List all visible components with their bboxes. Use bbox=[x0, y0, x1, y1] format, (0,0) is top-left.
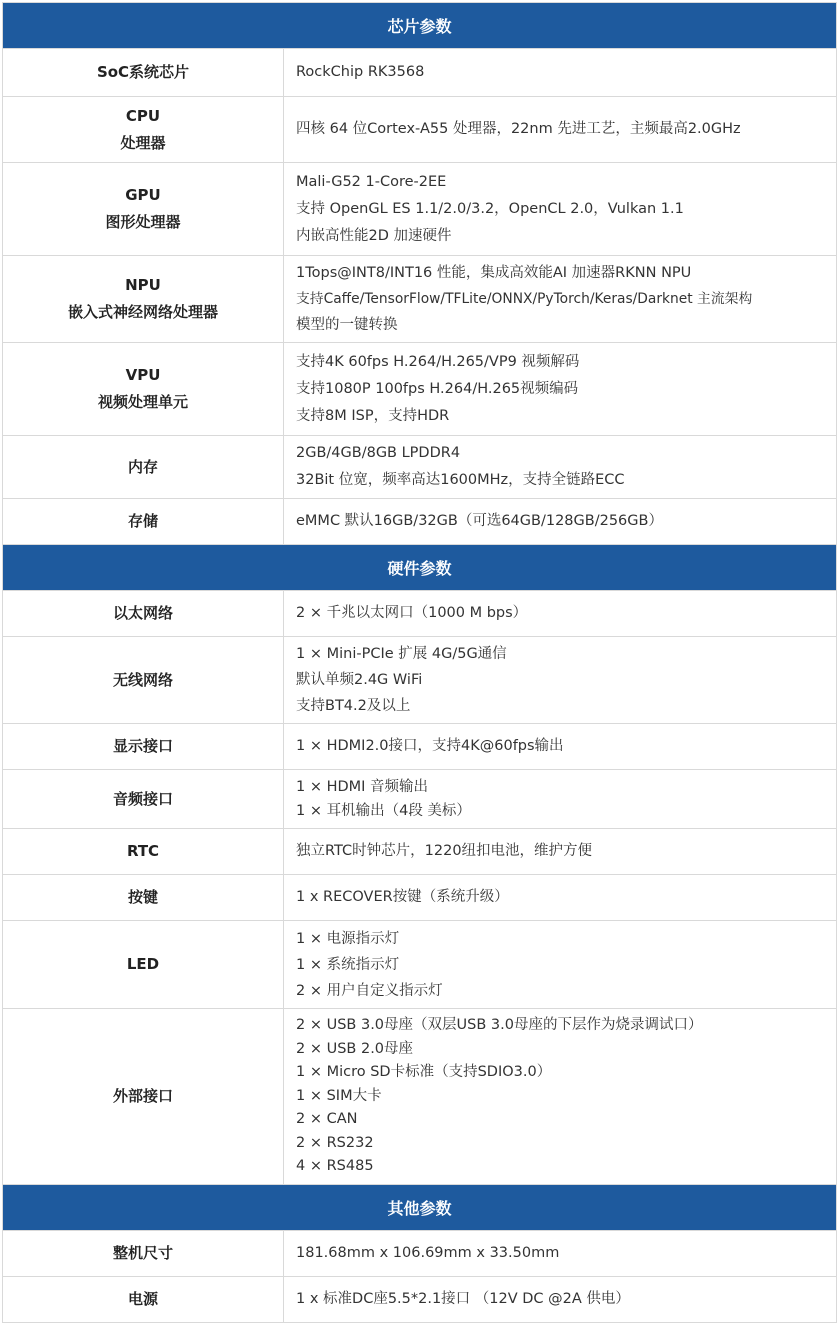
spec-label: 音频接口 bbox=[3, 770, 284, 829]
spec-label: CPU 处理器 bbox=[3, 97, 284, 163]
spec-row-dimensions bbox=[3, 1231, 837, 1277]
spec-table bbox=[2, 2, 837, 1323]
spec-value: 四核 64 位Cortex-A55 处理器，22nm 先进工艺，主频最高2.0GHz bbox=[284, 97, 837, 163]
spec-value: 1 × Mini-PCIe 扩展 4G/5G通信 默认单频2.4G WiFi 支持BT4.2及以上 bbox=[284, 637, 837, 724]
spec-row-power bbox=[3, 1277, 837, 1323]
spec-label: 按键 bbox=[3, 875, 284, 921]
spec-value: RockChip RK3568 bbox=[284, 49, 837, 97]
spec-row-wireless bbox=[3, 637, 837, 724]
spec-label: SoC系统芯片 bbox=[3, 49, 284, 97]
spec-row-gpu bbox=[3, 163, 837, 256]
spec-label: 内存 bbox=[3, 436, 284, 499]
spec-row-keys bbox=[3, 875, 837, 921]
spec-label: LED bbox=[3, 921, 284, 1009]
spec-value: 1 × HDMI2.0接口，支持4K@60fps输出 bbox=[284, 724, 837, 770]
spec-value: 2GB/4GB/8GB LPDDR4 32Bit 位宽，频率高达1600MHz，支持全链路ECC bbox=[284, 436, 837, 499]
spec-row-display bbox=[3, 724, 837, 770]
spec-label: 电源 bbox=[3, 1277, 284, 1323]
spec-label: GPU 图形处理器 bbox=[3, 163, 284, 256]
section-title: 芯片参数 bbox=[3, 3, 837, 49]
spec-row-memory bbox=[3, 436, 837, 499]
spec-value: 2 × USB 3.0母座（双层USB 3.0母座的下层作为烧录调试口） 2 × USB 2.0母座 1 × Micro SD卡标准（支持SDIO3.0） 1 × SIM大卡 2 × CAN 2 × RS232 4 × RS485 bbox=[284, 1009, 837, 1185]
spec-row-rtc bbox=[3, 829, 837, 875]
section-title: 其他参数 bbox=[3, 1185, 837, 1231]
spec-label: NPU 嵌入式神经网络处理器 bbox=[3, 256, 284, 343]
spec-label: VPU 视频处理单元 bbox=[3, 343, 284, 436]
spec-value: 1 x 标准DC座5.5*2.1接口 （12V DC @2A 供电） bbox=[284, 1277, 837, 1323]
section-header-chip bbox=[3, 3, 837, 49]
spec-value: 181.68mm x 106.69mm x 33.50mm bbox=[284, 1231, 837, 1277]
spec-value: 2 × 千兆以太网口（1000 M bps） bbox=[284, 591, 837, 637]
spec-row-audio bbox=[3, 770, 837, 829]
spec-label: RTC bbox=[3, 829, 284, 875]
spec-row-vpu bbox=[3, 343, 837, 436]
spec-value: 支持4K 60fps H.264/H.265/VP9 视频解码 支持1080P 100fps H.264/H.265视频编码 支持8M ISP，支持HDR bbox=[284, 343, 837, 436]
spec-label: 以太网络 bbox=[3, 591, 284, 637]
spec-value: eMMC 默认16GB/32GB（可选64GB/128GB/256GB） bbox=[284, 499, 837, 545]
spec-row-storage bbox=[3, 499, 837, 545]
spec-label: 显示接口 bbox=[3, 724, 284, 770]
spec-label: 存储 bbox=[3, 499, 284, 545]
spec-label: 外部接口 bbox=[3, 1009, 284, 1185]
spec-value: 1 x RECOVER按键（系统升级） bbox=[284, 875, 837, 921]
section-header-other bbox=[3, 1185, 837, 1231]
spec-value: 1 × HDMI 音频输出 1 × 耳机输出（4段 美标） bbox=[284, 770, 837, 829]
spec-row-external-ports bbox=[3, 1009, 837, 1185]
spec-label: 整机尺寸 bbox=[3, 1231, 284, 1277]
spec-row-ethernet bbox=[3, 591, 837, 637]
spec-value: Mali-G52 1-Core-2EE 支持 OpenGL ES 1.1/2.0/3.2，OpenCL 2.0，Vulkan 1.1 内嵌高性能2D 加速硬件 bbox=[284, 163, 837, 256]
spec-value: 独立RTC时钟芯片，1220纽扣电池，维护方便 bbox=[284, 829, 837, 875]
section-title: 硬件参数 bbox=[3, 545, 837, 591]
spec-label: 无线网络 bbox=[3, 637, 284, 724]
spec-row-soc bbox=[3, 49, 837, 97]
section-header-hardware bbox=[3, 545, 837, 591]
spec-value: 1Tops@INT8/INT16 性能，集成高效能AI 加速器RKNN NPU 支持Caffe/TensorFlow/TFLite/ONNX/PyTorch/Keras/Darknet 主流架构 模型的一键转换 bbox=[284, 256, 837, 343]
spec-row-led bbox=[3, 921, 837, 1009]
spec-row-npu bbox=[3, 256, 837, 343]
spec-value: 1 × 电源指示灯 1 × 系统指示灯 2 × 用户自定义指示灯 bbox=[284, 921, 837, 1009]
spec-row-cpu bbox=[3, 97, 837, 163]
